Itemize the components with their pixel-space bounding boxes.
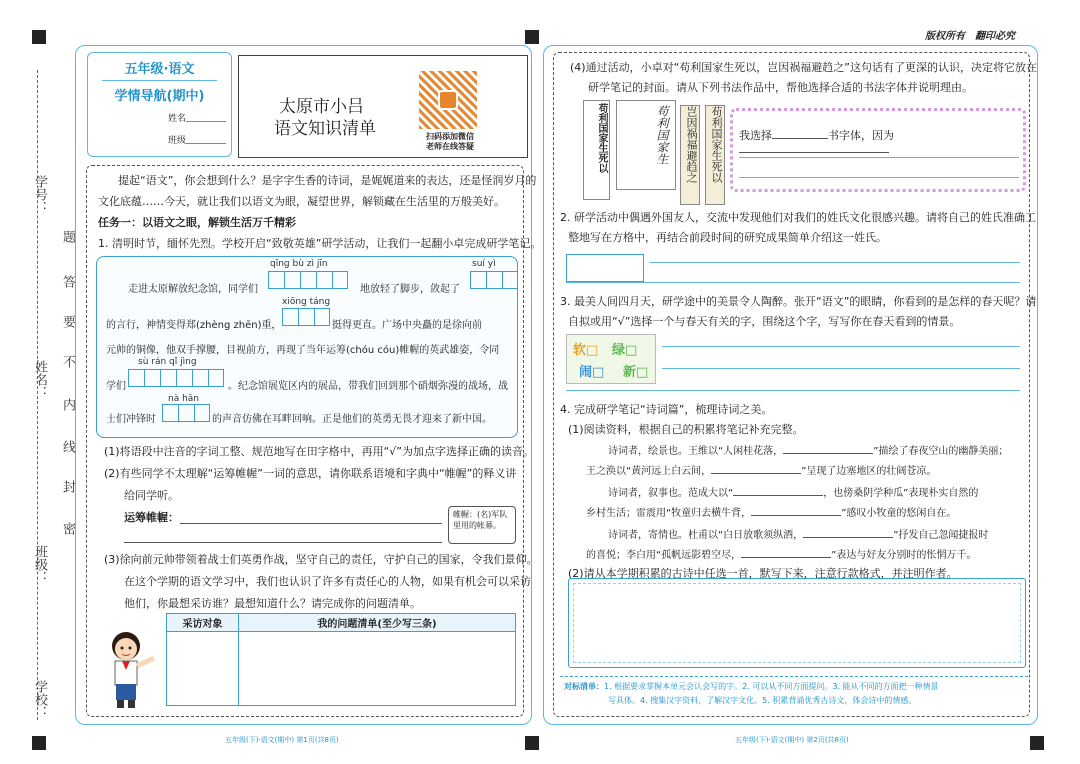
answer-line[interactable] xyxy=(566,282,1020,283)
answer-line[interactable] xyxy=(662,368,1020,369)
interview-table xyxy=(166,613,516,706)
question-3: 3. 最美人间四月天，研学途中的美景令人陶醉。张开“语文”的眼睛，你看到的是怎样的春天呢？请 xyxy=(560,295,1037,308)
question-r4: (4)通过活动，小卓对“苟利国家生死以，岂因祸福避趋之”这句话有了更深的认识，决定将它放在 xyxy=(570,61,1037,74)
seal-char: 密 xyxy=(60,522,75,535)
tianzige-grid[interactable] xyxy=(128,369,224,387)
spring-word: 软 xyxy=(573,343,587,358)
poem-text: 诗词者，绘景也。王维以“人闲桂花落， xyxy=(608,446,784,457)
registration-mark xyxy=(525,30,539,44)
qr-code-icon xyxy=(419,71,477,129)
checklist-item: 写具体。4. 搜集汉字资料，了解汉字文化。5. 积累背诵优秀古诗文，体会诗中的情感。 xyxy=(608,696,917,705)
seal-char: 要 xyxy=(60,315,75,328)
tianzige-grid[interactable] xyxy=(268,271,348,289)
calligraphy-lishu[interactable]: 岂因祸福避趋之 xyxy=(680,105,700,205)
class-field[interactable] xyxy=(186,143,226,144)
seal-char: 答 xyxy=(60,275,75,288)
table-header: 我的问题清单(至少写三条) xyxy=(239,614,516,632)
question-2-cont: 整地写在方格中，再结合前段时间的研究成果简单介绍这一姓氏。 xyxy=(568,231,887,244)
poem-text: 王之涣以“黄河远上白云间， xyxy=(586,466,712,477)
class-label: 班级 xyxy=(168,136,187,146)
answer-line[interactable] xyxy=(566,390,1020,391)
pinyin: sù rán qǐ jìng xyxy=(138,357,197,367)
question-1-2-cont: 给同学听。 xyxy=(124,489,179,502)
poem-text: ”描绘了春夜空山的幽静美丽； xyxy=(873,446,1009,457)
spring-word-box: 软□ 绿□ 闹□ 新□ xyxy=(566,334,656,384)
registration-mark xyxy=(32,736,46,750)
answer-line[interactable] xyxy=(180,523,442,524)
choose-text: 我选择 xyxy=(739,129,772,142)
question-1: 1. 清明时节，缅怀先烈。学校开启“致敬英雄”研学活动，让我们一起翻小卓完成研学笔记。 xyxy=(98,237,542,250)
question-4-1: (1)阅读资料，根据自己的积累将笔记补充完整。 xyxy=(568,423,804,436)
seal-char: 题 xyxy=(60,230,75,243)
checklist-label: 对标清单： xyxy=(564,682,604,691)
note-text: 。纪念馆展览区内的展品，带我们回到那个硝烟弥漫的战场，战 xyxy=(228,381,508,392)
answer-line[interactable] xyxy=(124,542,442,543)
question-4-2: (2)请从本学期积累的古诗中任选一首，默写下来，注意行款格式，并注明作者。 xyxy=(568,567,958,580)
note-text: 的言行，神情变得郑(zhèng zhēn)重， xyxy=(106,320,282,331)
name-field[interactable] xyxy=(186,121,226,122)
calligraphy-xingshu[interactable]: 苟利国家生 xyxy=(616,100,676,190)
choose-text-2: 书字体，因为 xyxy=(828,129,894,142)
question-3-cont: 自拟或用“√”选择一个与春天有关的字，围绕这个字，写写你在春天看到的情景。 xyxy=(568,315,961,328)
note-text: 学们 xyxy=(106,381,126,392)
question-1-1: (1)将语段中注音的字词工整、规范地写在田字格中，再用“√”为加点字选择正确的读音。 xyxy=(104,445,534,458)
registration-mark xyxy=(1030,736,1044,750)
poem-writing-box[interactable] xyxy=(568,578,1026,668)
intro-line-1: 提起“语文”，你会想到什么？是字字生香的诗词，是娓娓道来的表达，还是怪润岁月的 xyxy=(118,174,537,187)
title-block xyxy=(87,52,232,157)
tianzige-grid[interactable] xyxy=(162,404,210,422)
page-footer: 五年级(下)·语文(期中) 第1页(共8页) xyxy=(225,736,339,744)
poem-text: 乡村生活；雷震用“牧童归去横牛背， xyxy=(586,508,752,519)
tianzige-grid[interactable] xyxy=(282,308,330,326)
note-text: 挺得更直。广场中央矗的是徐向前 xyxy=(332,320,482,331)
name-label: 姓名 xyxy=(168,114,187,124)
answer-line[interactable] xyxy=(662,346,1020,347)
question-1-3: (3)徐向前元帅带领着战士们英勇作战，坚守自己的责任，守护自己的国家，令我们景仰。 xyxy=(104,553,538,566)
seal-char: 线 xyxy=(60,440,75,453)
poem-text: ”感叹小牧童的悠闲自在。 xyxy=(841,508,957,519)
poem-text: 的喜悦；李白用“孤帆远影碧空尽， xyxy=(586,550,742,561)
registration-mark xyxy=(32,30,46,44)
question-1-3-cont: 在这个学期的语文学习中，我们也认识了许多有责任心的人物，如果有机会可以采访 xyxy=(124,575,531,588)
ad-title-2: 语文知识清单 xyxy=(274,119,376,139)
poem-text: 诗词者，寄情也。杜甫以“白日放歌须纵酒， xyxy=(608,530,804,541)
calligraphy-kaishu[interactable]: 苟利国家生死以 xyxy=(583,100,610,200)
answer-box-calligraphy[interactable] xyxy=(730,108,1026,192)
pinyin: nà hǎn xyxy=(168,394,200,404)
calligraphy-zhuanshu[interactable]: 苟利国家生死以 xyxy=(705,105,725,205)
yunchou-label: 运筹帷幄： xyxy=(124,511,179,524)
question-2: 2. 研学活动中偶遇外国友人，交流中发现他们对我们的姓氏文化很感兴趣。请将自己的姓氏准确工 xyxy=(560,211,1036,224)
binding-banji: 班级： xyxy=(32,545,47,584)
task1-heading: 任务一：以语文之眼，解锁生活万千精彩 xyxy=(98,216,296,229)
spring-word: 闹 xyxy=(579,365,593,380)
spring-word: 新 xyxy=(623,365,637,380)
note-text: 走进太原解放纪念馆，同学们 xyxy=(128,284,258,295)
note-text: 地放轻了脚步，敛起了 xyxy=(360,284,460,295)
grade-title: 五年级·语文 xyxy=(102,58,217,81)
pinyin: xiōng táng xyxy=(282,297,331,307)
seal-char: 不 xyxy=(60,355,75,368)
questions-cell[interactable] xyxy=(239,632,516,706)
weiwo-definition: 帷幄：(名)军队里用的帐幕。 xyxy=(448,506,516,544)
poem-text: ，也傍桑阴学种瓜”表现朴实自然的 xyxy=(823,488,979,499)
answer-line[interactable] xyxy=(650,262,1020,263)
table-header: 采访对象 xyxy=(167,614,239,632)
ad-block xyxy=(238,55,528,158)
checklist xyxy=(560,676,1028,708)
binding-xingming: 姓名： xyxy=(32,360,47,399)
spring-word: 绿 xyxy=(612,343,626,358)
interviewee-cell[interactable] xyxy=(167,632,239,706)
copyright-header: 版权所有 翻印必究 xyxy=(925,31,1015,42)
registration-mark xyxy=(525,736,539,750)
seal-char: 封 xyxy=(60,480,75,493)
poem-text: 诗词者，叙事也。范成大以“ xyxy=(608,488,734,499)
poem-text: ”表达与好友分别时的怅惘万千。 xyxy=(831,550,977,561)
tianzige-grid[interactable] xyxy=(470,271,518,289)
student-illustration xyxy=(98,628,160,710)
binding-xuexiao: 学校： xyxy=(32,680,47,719)
page-footer: 五年级(下)·语文(期中) 第2页(共8页) xyxy=(735,736,849,744)
surname-box[interactable] xyxy=(566,254,644,282)
poem-text: ”呈现了边塞地区的壮阔苍凉。 xyxy=(801,466,937,477)
poem-text: ”抒发自己忽闻捷报时 xyxy=(893,530,989,541)
seal-char: 内 xyxy=(60,398,75,411)
note-text: 元帅的铜像，他双手撑腰，目视前方，再现了当年运筹(chóu cóu)帷幄的英武雄姿，令同 xyxy=(106,345,500,356)
note-text: 的声音仿佛在耳畔回响。正是他们的英勇无畏才迎来了新中国。 xyxy=(212,414,492,425)
qr-caption: 扫码添加微信 老师在线答疑 xyxy=(426,132,474,151)
question-r4-cont: 研学笔记的封面。请从下列书法作品中，帮他选择合适的书法字体并说明理由。 xyxy=(588,81,973,94)
pinyin: qīng bù zì jīn xyxy=(270,259,328,269)
question-1-2: (2)有些同学不太理解“运筹帷幄”一词的意思，请你联系语境和字典中“帷幄”的释义讲 xyxy=(104,467,517,480)
pinyin: suí yì xyxy=(472,259,496,269)
ad-title-1: 太原市小吕 xyxy=(279,97,364,117)
intro-line-2: 文化底蕴……今天，就让我们以语文为眼，凝望世界，解锁藏在生活里的万般美好。 xyxy=(98,195,505,208)
question-1-3-cont: 他们，你最想采访谁？最想知道什么？请完成你的问题清单。 xyxy=(124,597,421,610)
subtitle: 学情导航(期中) xyxy=(114,89,205,104)
question-4: 4. 完成研学笔记“诗词篇”，梳理诗词之美。 xyxy=(560,403,773,416)
binding-xuehao: 学号： xyxy=(32,175,47,214)
checklist-item: 1. 根据要求掌握本单元会认会写的字。2. 可以从不同方面提问。3. 能从不同的方面把一种情景 xyxy=(604,682,939,691)
note-text: 士们冲锋时 xyxy=(106,414,156,425)
